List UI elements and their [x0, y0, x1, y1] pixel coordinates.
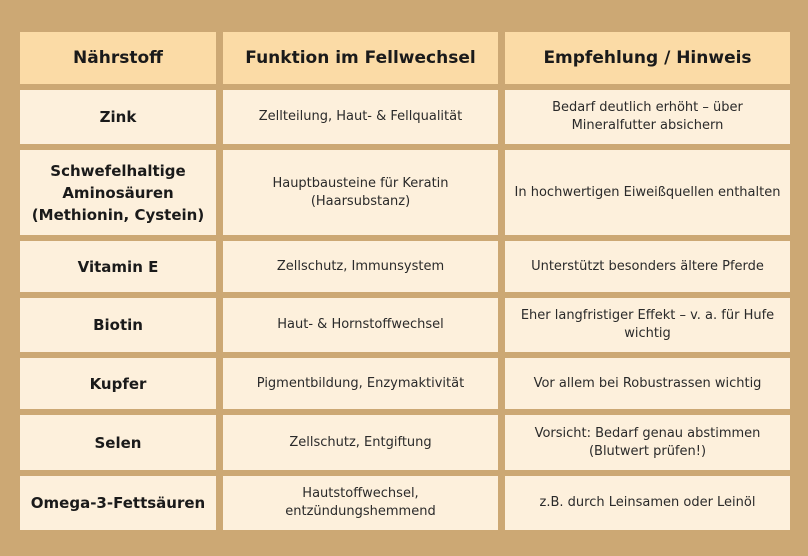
cell-empfehlung: Eher langfristiger Effekt – v. a. für Hufe wichtig: [505, 298, 790, 352]
cell-naehrstoff: Kupfer: [20, 358, 216, 409]
table-row: [20, 298, 790, 352]
cell-naehrstoff: Omega-3-Fettsäuren: [20, 476, 216, 530]
cell-funktion: Zellteilung, Haut- & Fellqualität: [223, 90, 498, 144]
table-row: [20, 358, 790, 409]
cell-empfehlung: z.B. durch Leinsamen oder Leinöl: [505, 476, 790, 530]
cell-funktion: Zellschutz, Entgiftung: [223, 415, 498, 470]
header-funktion: Funktion im Fellwechsel: [223, 32, 498, 84]
cell-empfehlung: Bedarf deutlich erhöht – über Mineralfutter absichern: [505, 90, 790, 144]
cell-naehrstoff: Selen: [20, 415, 216, 470]
cell-empfehlung: Vorsicht: Bedarf genau abstimmen (Blutwert prüfen!): [505, 415, 790, 470]
cell-funktion: Pigmentbildung, Enzymaktivität: [223, 358, 498, 409]
cell-funktion: Hauptbausteine für Keratin (Haarsubstanz): [223, 150, 498, 235]
table-header-row: [20, 32, 790, 84]
cell-empfehlung: In hochwertigen Eiweißquellen enthalten: [505, 150, 790, 235]
cell-empfehlung: Unterstützt besonders ältere Pferde: [505, 241, 790, 292]
cell-funktion: Zellschutz, Immunsystem: [223, 241, 498, 292]
cell-funktion: Haut- & Hornstoffwechsel: [223, 298, 498, 352]
table-row: [20, 241, 790, 292]
header-naehrstoff: Nährstoff: [20, 32, 216, 84]
cell-naehrstoff: Schwefelhaltige Aminosäuren (Methionin, Cystein): [20, 150, 216, 235]
header-empfehlung: Empfehlung / Hinweis: [505, 32, 790, 84]
cell-funktion: Hautstoffwechsel, entzündungshemmend: [223, 476, 498, 530]
cell-empfehlung: Vor allem bei Robustrassen wichtig: [505, 358, 790, 409]
cell-naehrstoff: Zink: [20, 90, 216, 144]
table-row: [20, 150, 790, 235]
table-row: [20, 415, 790, 470]
table-row: [20, 90, 790, 144]
cell-naehrstoff: Vitamin E: [20, 241, 216, 292]
cell-naehrstoff: Biotin: [20, 298, 216, 352]
nutrient-table: [20, 32, 790, 536]
table-row: [20, 476, 790, 530]
